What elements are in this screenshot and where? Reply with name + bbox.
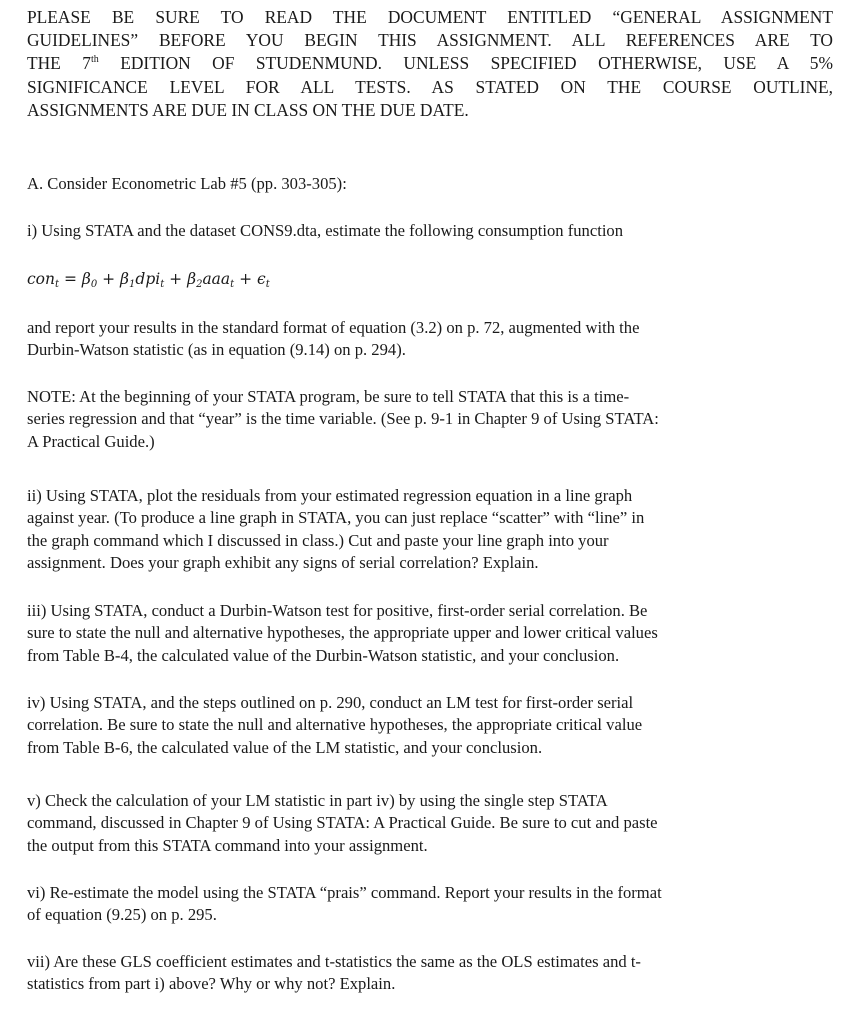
notice-line: GUIDELINES” BEFORE YOU BEGIN THIS ASSIGNMENT. ALL REFERENCES ARE TO bbox=[27, 30, 833, 51]
part-v-text: v) Check the calculation of your LM statistic in part iv) by using the single step STATA command, discussed in Chapter 9 of Using STATA: A Practical Guide. Be sure to cut and paste the output from this STATA command into your assignment. bbox=[27, 791, 658, 855]
assignment-guidelines-notice bbox=[27, 6, 833, 122]
section-title: A. Consider Econometric Lab #5 (pp. 303-305): bbox=[27, 174, 347, 193]
notice-line: THE 7th EDITION OF STUDENMUND. UNLESS SPECIFIED OTHERWISE, USE A 5% bbox=[27, 53, 833, 74]
stata-note: NOTE: At the beginning of your STATA program, be sure to tell STATA that this is a time- series regression and that “year” is the time variable. (See p. 9-1 in Chapter 9 of Using STATA: A Practical Guide.) bbox=[27, 387, 659, 451]
part-vii-text: vii) Are these GLS coefficient estimates and t-statistics the same as the OLS estimates and t- statistics from part i) above? Why or why not? Explain. bbox=[27, 952, 641, 994]
notice-line: PLEASE BE SURE TO READ THE DOCUMENT ENTITLED “GENERAL ASSIGNMENT bbox=[27, 7, 833, 27]
part-vi-text: vi) Re-estimate the model using the STATA “prais” command. Report your results in the format of equation (9.25) on p. 295. bbox=[27, 883, 662, 925]
part-iv-text: iv) Using STATA, and the steps outlined on p. 290, conduct an LM test for first-order serial correlation. Be sure to state the null and alternative hypotheses, the appropriate critical value from Table B-6, the calculated value of the LM statistic, and your conclusion. bbox=[27, 693, 643, 757]
part-i-text: i) Using STATA and the dataset CONS9.dta, estimate the following consumption function bbox=[27, 221, 624, 240]
part-ii-text: ii) Using STATA, plot the residuals from your estimated regression equation in a line graph against year. (To produce a line graph in STATA, you can just replace “scatter” with “line” in the graph command which I discussed in class.) Cut and paste your line graph into your assignment. Does your graph exhibit any signs of serial correlation? Explain. bbox=[27, 486, 645, 573]
consumption-equation: $con_t = \beta_0 + \beta_1dpi_t + \beta_2aaa_t + \epsilon_t$ bbox=[27, 270, 270, 290]
notice-line: ASSIGNMENTS ARE DUE IN CLASS ON THE DUE DATE. bbox=[27, 99, 469, 120]
report-instructions: and report your results in the standard format of equation (3.2) on p. 72, augmented with the Durbin-Watson statistic (as in equation (9.14) on p. 294). bbox=[27, 318, 640, 360]
notice-line: SIGNIFICANCE LEVEL FOR ALL TESTS. AS STATED ON THE COURSE OUTLINE, bbox=[27, 76, 833, 97]
part-iii-text: iii) Using STATA, conduct a Durbin-Watson test for positive, first-order serial correlation. Be sure to state the null and alternative hypotheses, the appropriate upper and lower critical values from Table B-4, the calculated value of the Durbin-Watson statistic, and your conclusion. bbox=[27, 601, 658, 665]
